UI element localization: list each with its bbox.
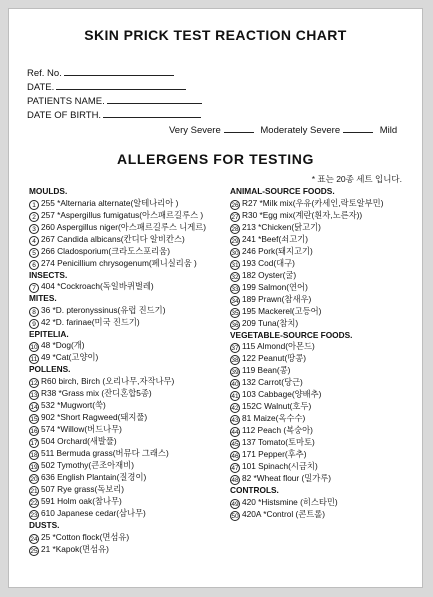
allergen-item	[230, 425, 430, 437]
item-number: 45	[231, 441, 239, 449]
allergen-item	[29, 400, 229, 412]
item-number: 47	[231, 465, 239, 473]
field-entry-line[interactable]	[107, 94, 202, 104]
allergen-label: 260 Aspergillus niger(아스패르길루스 니게르)	[41, 221, 207, 232]
allergen-item	[230, 222, 430, 234]
allergen-item	[230, 282, 430, 294]
item-number: 10	[30, 344, 38, 352]
item-number: 36	[231, 321, 239, 329]
item-number: 50	[231, 512, 239, 520]
category-heading: EPITELIA.	[29, 328, 69, 339]
allergen-item	[230, 449, 430, 461]
allergen-label: 103 Cabbage(양배추)	[242, 389, 322, 400]
item-number: 16	[30, 427, 38, 435]
allergen-label: 25 *Cotton flock(면섬유)	[41, 531, 130, 542]
item-number: 44	[231, 429, 239, 437]
item-number: 23	[30, 511, 38, 519]
allergen-label: 591 Holm oak(참나무)	[41, 495, 122, 506]
allergen-item	[230, 210, 430, 222]
allergen-item	[230, 377, 430, 389]
allergen-item	[29, 246, 229, 258]
allergen-item	[230, 497, 430, 509]
allergen-item	[230, 473, 430, 485]
allergen-label: 241 *Beef(쇠고기)	[242, 233, 309, 244]
allergen-label: 257 *Aspergillus fumigatus(아스패르길루스 )	[41, 209, 204, 220]
patient-field	[27, 94, 202, 107]
allergen-label: 902 *Short Ragweed(돼지풀)	[41, 411, 148, 422]
allergen-label: 502 Tymothy(큰조아재비)	[41, 459, 134, 470]
field-entry-line[interactable]	[56, 80, 186, 90]
allergen-label: 574 *Willow(버드나무)	[41, 423, 122, 434]
allergen-label: 42 *D. farinae(미국 진드기)	[41, 316, 140, 327]
field-entry-line[interactable]	[64, 66, 174, 76]
allergen-item	[29, 412, 229, 424]
item-number: 20	[30, 475, 38, 483]
severity-legend	[169, 124, 397, 136]
allergen-item	[230, 389, 430, 401]
item-number: 41	[231, 393, 239, 401]
severity-very-severe-line[interactable]	[224, 124, 254, 133]
allergen-item	[230, 401, 430, 413]
allergen-label: 82 *Wheat flour (밀가루)	[242, 473, 332, 484]
item-number: 48	[231, 477, 239, 485]
allergen-item	[230, 234, 430, 246]
allergen-item	[230, 270, 430, 282]
category-heading: POLLENS.	[29, 364, 71, 375]
item-number: 34	[231, 297, 239, 305]
item-number: 22	[30, 499, 38, 507]
allergen-item	[29, 352, 229, 364]
allergen-item	[29, 281, 229, 293]
allergen-label: 213 *Chicken(닭고기)	[242, 221, 321, 232]
allergen-label: 81 Maize(옥수수)	[242, 413, 306, 424]
allergen-column-left	[29, 186, 229, 556]
allergen-item	[29, 496, 229, 508]
item-number: 28	[231, 225, 239, 233]
allergen-item	[29, 472, 229, 484]
allergen-label: 189 Prawn(참새우)	[242, 293, 312, 304]
item-number: 12	[30, 379, 38, 387]
allergen-label: 115 Almond(아몬드)	[242, 341, 315, 352]
item-number: 7	[29, 283, 39, 293]
item-number: 3	[29, 224, 39, 234]
field-label: PATIENTS NAME.	[27, 96, 105, 107]
category-heading: VEGETABLE-SOURCE FOODS.	[230, 329, 353, 340]
allergen-label: 21 *Kapok(면섬유)	[41, 543, 109, 554]
allergen-item	[230, 353, 430, 365]
allergen-label: 274 Penicillium chrysogenum(페니실리움 )	[41, 257, 197, 268]
allergen-label: 182 Oyster(굴)	[242, 269, 297, 280]
allergen-label: 266 Cladosporium(크라도스포리움)	[41, 245, 170, 256]
allergen-column-right	[230, 186, 430, 521]
item-number: 19	[30, 463, 38, 471]
allergen-item	[29, 222, 229, 234]
item-number: 26	[231, 201, 239, 209]
item-number: 33	[231, 285, 239, 293]
allergen-item	[230, 258, 430, 270]
item-number: 5	[29, 248, 39, 258]
allergen-item	[29, 258, 229, 270]
field-label: DATE.	[27, 82, 55, 93]
allergen-item	[29, 448, 229, 460]
allergen-item	[29, 198, 229, 210]
item-number: 49	[231, 500, 239, 508]
allergen-label: 610 Japanese cedar(삼나무)	[41, 507, 146, 518]
item-number: 17	[30, 439, 38, 447]
category-heading: ANIMAL-SOURCE FOODS.	[230, 186, 335, 196]
item-number: 29	[231, 237, 239, 245]
severity-moderately-severe-line[interactable]	[343, 124, 373, 133]
allergen-item	[29, 508, 229, 520]
allergen-item	[29, 234, 229, 246]
allergen-label: 420A *Control (콘트롤)	[242, 508, 326, 519]
item-number: 2	[29, 212, 39, 222]
item-number: 21	[30, 487, 38, 495]
category-heading: MITES.	[29, 293, 57, 304]
item-number: 35	[231, 309, 239, 317]
item-number: 30	[231, 249, 239, 257]
allergen-label: 404 *Cockroach(독일바퀴벌레)	[41, 281, 154, 292]
item-number: 11	[30, 356, 38, 364]
item-number: 14	[30, 403, 38, 411]
allergen-item	[230, 437, 430, 449]
allergen-item	[230, 365, 430, 377]
allergen-item	[230, 318, 430, 330]
allergen-item	[230, 294, 430, 306]
allergen-item	[230, 413, 430, 425]
allergen-label: 507 Rye grass(독보리)	[41, 483, 125, 494]
item-number: 40	[231, 381, 239, 389]
allergen-label: R30 *Egg mix(계란(흰자,노른자))	[242, 209, 363, 220]
allergen-item	[230, 509, 430, 521]
allergen-label: 255 *Alternaria alternate(알테나리아 )	[41, 197, 179, 208]
item-number: 6	[29, 260, 39, 270]
item-number: 42	[231, 405, 239, 413]
patient-field	[27, 66, 174, 79]
item-number: 27	[231, 213, 239, 221]
item-number: 39	[231, 369, 239, 377]
allergen-label: 420 *Histsmine (히스타민)	[242, 496, 338, 507]
allergen-item	[29, 388, 229, 400]
item-number: 15	[30, 415, 38, 423]
allergen-item	[29, 532, 229, 544]
allergen-label: 112 Peach (복숭아)	[242, 425, 313, 436]
allergens-heading: ALLERGENS FOR TESTING	[117, 151, 314, 167]
allergen-label: 36 *D. pteronyssinus(유럽 진드기)	[41, 304, 166, 315]
allergen-label: 209 Tuna(참치)	[242, 317, 299, 328]
field-label: Ref. No.	[27, 68, 62, 79]
allergen-item	[230, 198, 430, 210]
allergen-label: 636 English Plantain(질경이)	[41, 471, 147, 482]
allergen-item	[29, 340, 229, 352]
allergen-label: R60 birch, Birch (오리나무,자작나무)	[41, 375, 175, 386]
allergen-label: 101 Spinach(시금치)	[242, 461, 318, 472]
allergen-item	[29, 544, 229, 556]
allergen-item	[29, 424, 229, 436]
category-heading: MOULDS.	[29, 186, 68, 196]
item-number: 8	[29, 307, 39, 317]
item-number: 1	[29, 200, 39, 210]
item-number: 25	[30, 547, 38, 555]
allergen-label: 137 Tomato(토마토)	[242, 437, 315, 448]
allergen-item	[29, 210, 229, 222]
item-number: 9	[29, 319, 39, 329]
item-number: 24	[30, 535, 38, 543]
allergen-label: 171 Pepper(후추)	[242, 449, 307, 460]
allergen-item	[230, 341, 430, 353]
allergen-item	[230, 246, 430, 258]
allergen-label: 504 Orchard(새발풀)	[41, 435, 117, 446]
chart-title: SKIN PRICK TEST REACTION CHART	[84, 27, 347, 43]
allergen-item	[29, 317, 229, 329]
allergen-item	[29, 484, 229, 496]
patient-field	[27, 80, 186, 93]
allergen-label: 122 Peanut(땅콩)	[242, 353, 307, 364]
item-number: 13	[30, 391, 38, 399]
allergen-label: 195 Mackerel(고등어)	[242, 305, 322, 316]
item-number: 38	[231, 357, 239, 365]
item-number: 18	[30, 451, 38, 459]
allergen-label: 267 Candida albicans(칸디다 알비칸스)	[41, 233, 185, 244]
field-label: DATE OF BIRTH.	[27, 110, 102, 121]
field-entry-line[interactable]	[103, 108, 201, 118]
item-number: 46	[231, 453, 239, 461]
patient-field	[27, 108, 201, 121]
allergen-label: 193 Cod(대구)	[242, 257, 295, 268]
allergen-item	[230, 461, 430, 473]
severity-moderately-severe: Moderately Severe	[260, 125, 341, 136]
item-number: 4	[29, 236, 39, 246]
allergen-item	[29, 436, 229, 448]
allergen-item	[29, 305, 229, 317]
set-note: * 표는 20종 세트 입니다.	[311, 174, 402, 184]
severity-mild: Mild	[379, 125, 398, 136]
allergen-label: R38 *Grass mix (잔디혼합5종)	[41, 387, 152, 398]
allergen-label: 511 Bermuda grass(버뮤다 그래스)	[41, 447, 169, 458]
allergen-label: 132 Carrot(당근)	[242, 377, 303, 388]
allergen-label: 48 *Dog(개)	[41, 340, 85, 351]
item-number: 32	[231, 273, 239, 281]
allergen-label: 152C Walnut(호두)	[242, 401, 312, 412]
allergen-item	[29, 460, 229, 472]
item-number: 43	[231, 417, 239, 425]
allergen-label: 119 Bean(콩)	[242, 365, 291, 376]
allergen-item	[230, 306, 430, 318]
category-heading: INSECTS.	[29, 269, 68, 280]
chart-sheet	[8, 8, 423, 588]
category-heading: DUSTS.	[29, 519, 60, 530]
severity-very-severe: Very Severe	[169, 125, 221, 136]
allergen-label: 246 Pork(돼지고기)	[242, 245, 313, 256]
allergen-label: R27 *Milk mix(우유(카세인,락토알부민)	[242, 197, 384, 208]
allergen-label: 49 *Cat(고양이)	[41, 352, 99, 363]
category-heading: CONTROLS.	[230, 485, 279, 496]
item-number: 37	[231, 345, 239, 353]
item-number: 31	[231, 261, 239, 269]
allergen-item	[29, 376, 229, 388]
allergen-label: 199 Salmon(연어)	[242, 281, 308, 292]
allergen-label: 532 *Mugwort(쑥)	[41, 399, 106, 410]
